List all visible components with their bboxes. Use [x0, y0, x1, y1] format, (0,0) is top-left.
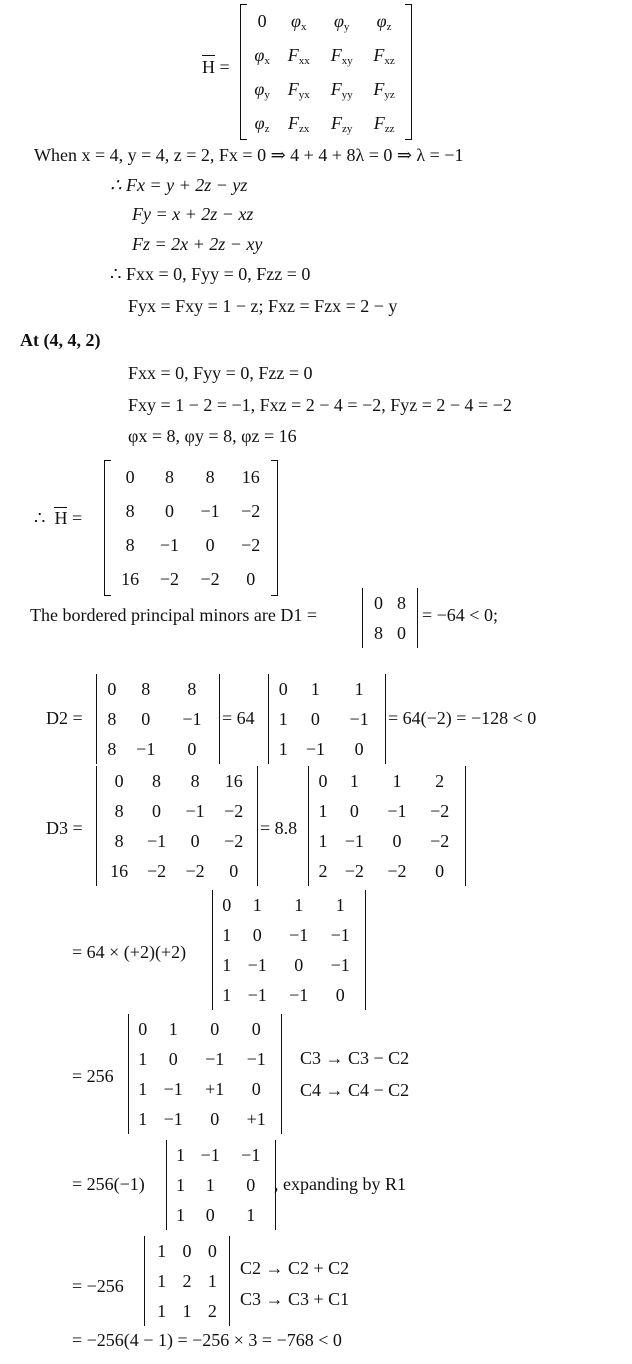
matrix-cell: $\varphi_z$	[254, 112, 270, 135]
fx-line: ∴ Fx = y + 2z − yz	[110, 175, 248, 195]
matrix-row	[101, 704, 215, 734]
e3-table	[171, 1140, 271, 1230]
matrix-cell: 8	[107, 708, 117, 729]
matrix-cell: 8	[190, 770, 200, 791]
matrix-cell: 2	[182, 1270, 192, 1291]
matrix-cell: 8	[125, 534, 135, 555]
matrix-cell: 8	[107, 738, 117, 759]
hbar-letter-2: H	[54, 508, 68, 528]
d3-mid: = 8.8	[260, 818, 298, 838]
matrix-cell: 8	[152, 770, 162, 791]
e4-op1: C2 → C2 + C2	[240, 1258, 350, 1278]
matrix-cell: $F_{xx}$	[287, 44, 310, 67]
matrix-cell: 16	[110, 860, 129, 881]
matrix-cell: 0	[164, 500, 174, 521]
matrix-cell: 0	[190, 830, 200, 851]
matrix-row	[101, 826, 253, 856]
matrix-cell: 16	[241, 466, 260, 487]
matrix-row	[217, 980, 361, 1010]
matrix-cell: 0	[251, 1078, 261, 1099]
matrix-cell: 0	[141, 708, 151, 729]
matrix-cell: −2	[387, 860, 407, 881]
matrix-cell: 0	[335, 984, 345, 1005]
matrix-cell: −1	[349, 708, 369, 729]
matrix-cell: 1	[392, 770, 402, 791]
d2-determinant-a	[92, 674, 224, 764]
final-result: = −256(4 − 1) = −256 × 3 = −768 < 0	[72, 1330, 342, 1350]
matrix-cell: 0	[229, 860, 239, 881]
matrix-row	[111, 460, 271, 494]
matrix-cell: 8	[125, 500, 135, 521]
d2-determinant-b	[264, 674, 390, 764]
matrix-cell: −2	[344, 860, 364, 881]
hbar-symbol: H =	[202, 57, 230, 77]
matrix-cell: 1	[294, 894, 304, 915]
matrix-cell: 8	[374, 622, 383, 643]
d2-result: = 64(−2) = −128 < 0	[388, 708, 537, 728]
matrix-row	[247, 38, 405, 72]
matrix-cell: $F_{zy}$	[331, 112, 353, 135]
matrix-row	[313, 826, 461, 856]
matrix-row	[101, 796, 253, 826]
matrix-cell: 0	[210, 1108, 220, 1129]
matrix-cell: 1	[278, 738, 288, 759]
matrix-cell: −1	[246, 1048, 266, 1069]
matrix-cell: 0	[138, 1018, 148, 1039]
matrix-cell: 2	[318, 860, 328, 881]
matrix-cell: −2	[241, 500, 261, 521]
matrix-cell: −1	[289, 984, 309, 1005]
matrix-cell: 8	[205, 466, 215, 487]
matrix-row	[247, 106, 405, 140]
matrix-cell: 16	[121, 568, 140, 589]
e1-table	[217, 890, 361, 1010]
d3a-table	[101, 766, 253, 886]
matrix-row	[171, 1170, 271, 1200]
matrix-row	[273, 674, 381, 704]
matrix-cell: 1	[222, 924, 232, 945]
matrix-cell: 1	[138, 1108, 148, 1129]
hbar-numeric-matrix	[104, 460, 278, 596]
matrix-cell: −1	[330, 954, 350, 975]
matrix-row	[111, 562, 271, 596]
matrix-cell: −1	[205, 1048, 225, 1069]
matrix-cell: 0	[392, 830, 402, 851]
hbar-symbolic-matrix	[240, 4, 412, 140]
matrix-cell: 1	[176, 1144, 185, 1165]
matrix-row	[247, 72, 405, 106]
matrix-cell: 8	[187, 678, 197, 699]
matrix-cell: 0	[278, 678, 288, 699]
matrix-cell: $F_{zx}$	[288, 112, 310, 135]
matrix-cell: −2	[430, 830, 450, 851]
matrix-cell: −1	[163, 1078, 183, 1099]
matrix-cell: 0	[207, 1240, 217, 1261]
matrix-cell: 1	[246, 1204, 256, 1225]
matrix-cell: −1	[247, 984, 267, 1005]
matrix-cell: 8	[164, 466, 174, 487]
d2-mid: = 64	[222, 708, 255, 728]
at-line-1: Fxx = 0, Fyy = 0, Fzz = 0	[128, 363, 313, 383]
matrix-cell: −1	[185, 800, 205, 821]
matrix-cell: 1	[354, 678, 364, 699]
matrix-row	[171, 1200, 271, 1230]
matrix-cell: 1	[318, 800, 328, 821]
matrix-row	[133, 1044, 277, 1074]
fz-line: Fz = 2x + 2z − xy	[132, 234, 263, 254]
matrix-cell: 1	[168, 1018, 178, 1039]
e4-label: = −256	[72, 1276, 124, 1296]
d1-label: D1 =	[280, 605, 318, 625]
matrix-row	[273, 704, 381, 734]
matrix-row	[367, 618, 413, 648]
matrix-cell: 8	[114, 830, 124, 851]
matrix-cell: 0	[205, 1204, 215, 1225]
e4-table	[149, 1236, 225, 1326]
matrix-cell: 1	[157, 1270, 167, 1291]
matrix-cell: 0	[397, 622, 406, 643]
e3-determinant	[162, 1140, 280, 1230]
matrix-row	[217, 920, 361, 950]
matrix-cell: −1	[159, 534, 180, 555]
at-line-2: Fxy = 1 − 2 = −1, Fxz = 2 − 4 = −2, Fyz = 2 − 4 = −2	[128, 395, 512, 415]
matrix-cell: 0	[294, 954, 304, 975]
matrix-cell: −2	[430, 800, 450, 821]
minors-intro-text: The bordered principal minors are	[30, 605, 276, 625]
matrix-cell: 0	[210, 1018, 220, 1039]
fy-line: Fy = x + 2z − xz	[132, 204, 254, 224]
matrix-cell: −1	[289, 924, 309, 945]
matrix-cell: −2	[224, 830, 244, 851]
matrix-cell: $F_{xy}$	[330, 44, 353, 67]
matrix-cell: −1	[163, 1108, 183, 1129]
matrix-cell: −1	[146, 830, 167, 851]
at-line-3: φx = 8, φy = 8, φz = 16	[128, 426, 297, 446]
d3b-table	[313, 766, 461, 886]
matrix-cell: 1	[138, 1078, 148, 1099]
matrix-row	[101, 856, 253, 886]
matrix-row	[273, 734, 381, 764]
d2b-table	[273, 674, 381, 764]
matrix-cell: $F_{yx}$	[287, 78, 310, 101]
matrix-cell: +1	[246, 1108, 266, 1129]
matrix-cell: 0	[222, 894, 232, 915]
d1-result: = −64 < 0;	[422, 605, 498, 625]
hbar-numeric-table	[111, 460, 271, 596]
matrix-row	[247, 4, 405, 38]
matrix-cell: −1	[200, 1144, 220, 1165]
matrix-row	[313, 766, 461, 796]
matrix-cell: $\varphi_x$	[290, 10, 307, 33]
matrix-cell: 0	[152, 800, 162, 821]
matrix-row	[101, 674, 215, 704]
matrix-cell: 16	[224, 770, 243, 791]
matrix-cell: −1	[136, 738, 156, 759]
matrix-cell: 0	[107, 678, 117, 699]
matrix-cell: 1	[222, 954, 232, 975]
matrix-cell: $\varphi_x$	[254, 44, 270, 67]
e2-determinant	[124, 1014, 286, 1134]
matrix-cell: −2	[146, 860, 167, 881]
matrix-cell: 0	[374, 592, 383, 613]
d3-determinant-b	[304, 766, 470, 886]
matrix-row	[217, 890, 361, 920]
e1-determinant	[208, 890, 370, 1010]
matrix-cell: 1	[335, 894, 345, 915]
matrix-cell: 1	[318, 830, 328, 851]
matrix-cell: 0	[318, 770, 328, 791]
fxx-line: ∴ Fxx = 0, Fyy = 0, Fzz = 0	[110, 264, 311, 284]
matrix-cell: 0	[168, 1048, 178, 1069]
at-heading: At (4, 4, 2)	[20, 330, 101, 350]
matrix-cell: 1	[310, 678, 320, 699]
matrix-cell: 0	[435, 860, 445, 881]
e3-note: , expanding by R1	[274, 1174, 406, 1194]
matrix-cell: 0	[114, 770, 124, 791]
matrix-cell: 8	[114, 800, 124, 821]
matrix-cell: 1	[176, 1174, 185, 1195]
matrix-cell: 8	[141, 678, 151, 699]
matrix-cell: 1	[207, 1270, 217, 1291]
matrix-cell: 1	[176, 1204, 185, 1225]
matrix-cell: 0	[310, 708, 320, 729]
matrix-cell: 0	[354, 738, 364, 759]
condition-line: When x = 4, y = 4, z = 2, Fx = 0 ⇒ 4 + 4 + 8λ = 0 ⇒ λ = −1	[34, 145, 464, 165]
matrix-cell: $F_{yz}$	[373, 78, 395, 101]
matrix-cell: −2	[224, 800, 244, 821]
matrix-cell: 0	[252, 924, 262, 945]
matrix-cell: −1	[344, 830, 364, 851]
matrix-row	[313, 796, 461, 826]
fyx-line: Fyx = Fxy = 1 − z; Fxz = Fzx = 2 − y	[128, 296, 398, 316]
d1-table	[367, 588, 413, 648]
d3-determinant-a	[92, 766, 262, 886]
matrix-cell: $F_{yy}$	[330, 78, 353, 101]
matrix-cell: 2	[435, 770, 445, 791]
matrix-cell: 1	[157, 1300, 167, 1321]
matrix-row	[217, 950, 361, 980]
hbar-symbolic-table	[247, 4, 405, 140]
matrix-cell: $F_{zz}$	[373, 112, 395, 135]
minors-intro	[30, 605, 317, 626]
e4-determinant	[140, 1236, 234, 1326]
matrix-cell: −2	[159, 568, 180, 589]
matrix-cell: −1	[330, 924, 350, 945]
matrix-row	[149, 1296, 225, 1326]
d2-label: D2 =	[46, 708, 83, 728]
matrix-cell: 8	[397, 592, 406, 613]
e4-op2: C3 → C3 + C1	[240, 1289, 350, 1309]
matrix-cell: −1	[387, 800, 407, 821]
e2-table	[133, 1014, 277, 1134]
matrix-cell: −1	[247, 954, 267, 975]
matrix-cell: 1	[222, 984, 232, 1005]
matrix-cell: $\varphi_y$	[333, 10, 350, 33]
matrix-cell: −1	[305, 738, 325, 759]
matrix-cell: $\varphi_y$	[254, 78, 270, 101]
matrix-cell: 2	[207, 1300, 217, 1321]
matrix-cell: 1	[252, 894, 262, 915]
matrix-row	[101, 766, 253, 796]
matrix-row	[149, 1236, 225, 1266]
matrix-cell: 0	[349, 800, 359, 821]
matrix-cell: 1	[182, 1300, 192, 1321]
matrix-row	[133, 1074, 277, 1104]
matrix-cell: 1	[157, 1240, 167, 1261]
d2a-table	[101, 674, 215, 764]
e1-label: = 64 × (+2)(+2)	[72, 942, 187, 962]
e2-label: = 256	[72, 1066, 114, 1086]
matrix-row	[313, 856, 461, 886]
matrix-row	[133, 1014, 277, 1044]
matrix-row	[171, 1140, 271, 1170]
matrix-cell: 0	[187, 738, 197, 759]
matrix-cell: 0	[182, 1240, 192, 1261]
matrix-cell: −2	[185, 860, 205, 881]
e3-label: = 256(−1)	[72, 1174, 145, 1194]
matrix-cell: 0	[125, 466, 135, 487]
matrix-cell: 1	[349, 770, 359, 791]
matrix-cell: 0	[257, 10, 267, 31]
d3-label: D3 =	[46, 818, 83, 838]
matrix-cell: 1	[138, 1048, 148, 1069]
matrix-cell: −2	[200, 568, 220, 589]
e2-op1: C3 → C3 − C2	[300, 1048, 410, 1068]
matrix-cell: 0	[251, 1018, 261, 1039]
e2-op2: C4 → C4 − C2	[300, 1080, 410, 1100]
matrix-row	[111, 494, 271, 528]
matrix-row	[133, 1104, 277, 1134]
matrix-cell: −1	[200, 500, 220, 521]
matrix-cell: 0	[246, 568, 256, 589]
matrix-row	[367, 588, 413, 618]
matrix-cell: +1	[205, 1078, 225, 1099]
matrix-cell: 1	[205, 1174, 215, 1195]
matrix-row	[111, 528, 271, 562]
hbar-letter: H	[202, 57, 215, 77]
matrix-cell: 0	[205, 534, 215, 555]
matrix-row	[101, 734, 215, 764]
hbar-numeric-symbol: ∴ H =	[34, 508, 83, 528]
matrix-row	[149, 1266, 225, 1296]
matrix-cell: −1	[182, 708, 202, 729]
matrix-cell: −2	[241, 534, 261, 555]
d1-determinant	[358, 588, 422, 648]
matrix-cell: $F_{xz}$	[373, 44, 395, 67]
matrix-cell: $\varphi_z$	[376, 10, 392, 33]
matrix-cell: 0	[246, 1174, 256, 1195]
matrix-cell: −1	[241, 1144, 261, 1165]
matrix-cell: 1	[278, 708, 288, 729]
